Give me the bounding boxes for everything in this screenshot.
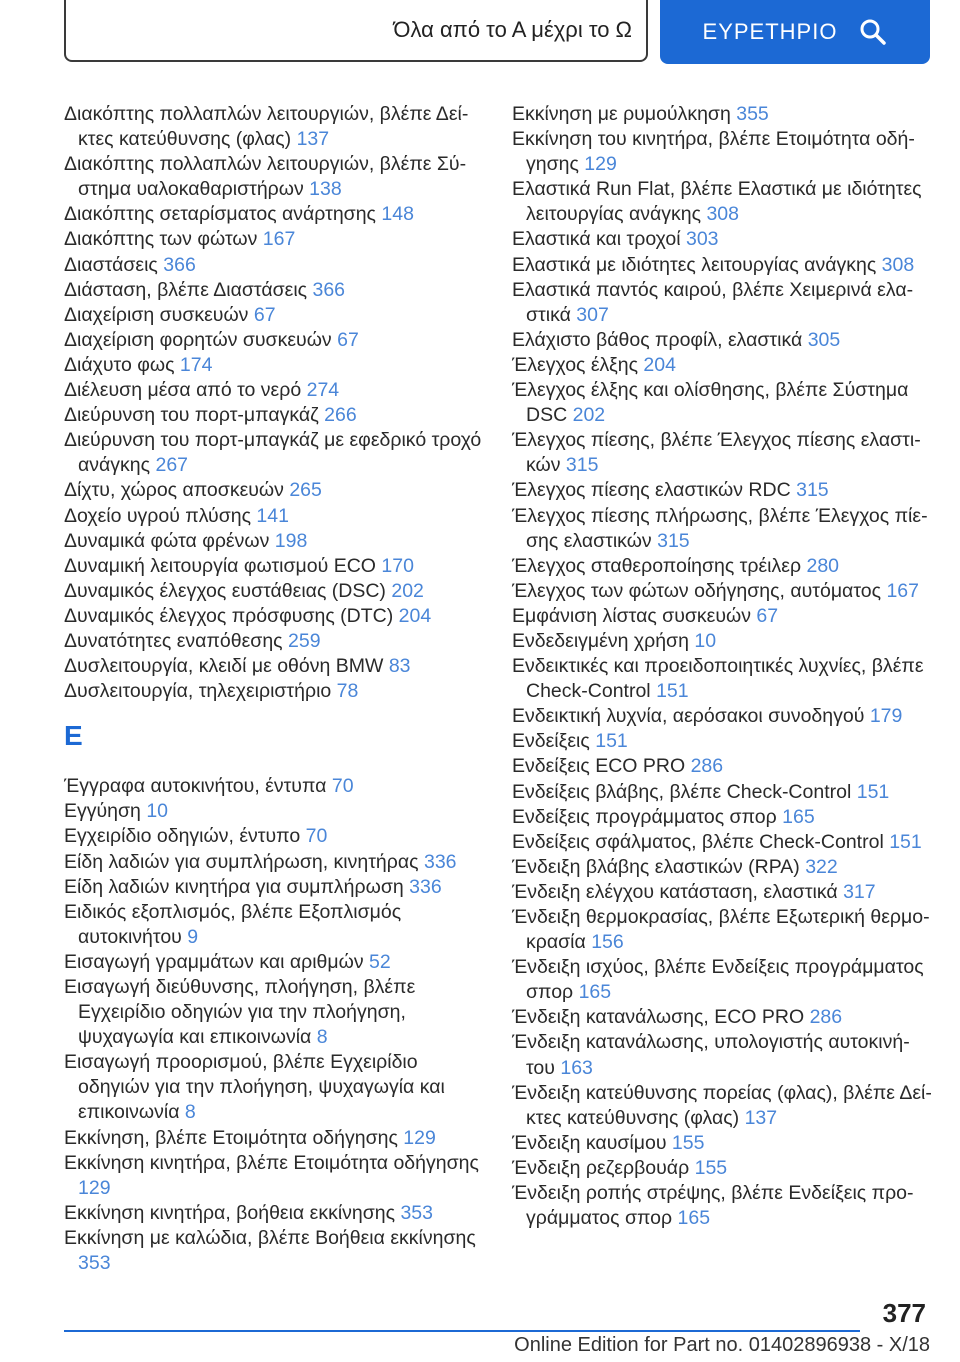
index-entry-page-link[interactable]: 129: [78, 1176, 111, 1199]
index-entry-page-link[interactable]: 129: [584, 153, 617, 176]
index-entry: [64, 1151, 484, 1201]
index-entry: [512, 654, 932, 704]
index-entry-page-link[interactable]: 9: [187, 925, 199, 948]
index-entry-page-link[interactable]: 8: [184, 1101, 196, 1124]
index-entry-text: Ένδειξη κατεύθυνσης πορείας (φλας), βλέπε Δείκτες κατεύθυνσης (φλας): [512, 1081, 932, 1129]
index-entry-text: Διακόπτης πολλαπλών λειτουργιών, βλέπε Δείκτες κατεύθυνσης (φλας): [64, 103, 469, 151]
index-entry-text: Διακόπτης πολλαπλών λειτουργιών, βλέπε Σύστημα υαλοκαθαριστήρων: [64, 153, 467, 201]
index-entry-page-link[interactable]: 366: [163, 253, 196, 276]
index-entry-text: Ελαστικά με ιδιότητες λειτουργίας ανάγκης: [512, 253, 877, 276]
index-entry: [512, 227, 932, 252]
index-entry: [64, 679, 484, 704]
index-entry: [512, 1030, 932, 1080]
index-entry-text: Δυναμικός έλεγχος πρόσφυσης (DTC): [64, 604, 394, 627]
index-entry: [64, 278, 484, 303]
index-entry-text: Δυσλειτουργία, κλειδί με οθόνη BMW: [64, 655, 384, 678]
index-entry-page-link[interactable]: 265: [289, 479, 322, 502]
index-entry: [64, 1050, 484, 1125]
index-entry-page-link[interactable]: 307: [576, 303, 609, 326]
index-entry-text: Έλεγχος πίεσης ελαστικών RDC: [512, 479, 791, 502]
index-entry: [512, 1131, 932, 1156]
index-entry-text: Διέλευση μέσα από το νερό: [64, 379, 302, 402]
index-entry: [512, 177, 932, 227]
index-entry: [512, 604, 932, 629]
index-entry-text: Έλεγχος πίεσης, βλέπε Έλεγχος πίεσης ελαστικών: [512, 429, 921, 477]
index-entry-page-link[interactable]: 138: [309, 178, 342, 201]
index-entry-text: Διαστάσεις: [64, 253, 158, 276]
index-entry-page-link[interactable]: 165: [677, 1207, 711, 1230]
index-entry-page-link[interactable]: 315: [796, 479, 829, 502]
index-entry-page-link[interactable]: 204: [398, 604, 432, 627]
index-entry-page-link[interactable]: 280: [806, 554, 840, 577]
index-entry-page-link[interactable]: 266: [324, 404, 357, 427]
index-entry-text: Ενδεικτική λυχνία, αερόσακοι συνοδηγού: [512, 705, 865, 728]
index-entry: [64, 353, 484, 378]
index-entry-text: Ένδειξη βλάβης ελαστικών (RPA): [512, 855, 800, 878]
index-entry-page-link[interactable]: 303: [685, 228, 719, 251]
index-entry-text: Δυναμικά φώτα φρένων: [64, 529, 270, 552]
index-entry-text: Διάσταση, βλέπε Διαστάσεις: [64, 278, 308, 301]
index-entry-text: Ενδείξεις βλάβης, βλέπε Check-Control: [512, 780, 852, 803]
index-entry-text: Διεύρυνση του πορτ-μπαγκάζ με εφεδρικό τροχό ανάγκης: [64, 429, 482, 477]
index-entry-page-link[interactable]: 366: [312, 278, 346, 301]
index-entry: [64, 328, 484, 353]
index-entry-page-link[interactable]: 179: [869, 705, 903, 728]
index-tab[interactable]: [660, 0, 930, 64]
index-entry: [512, 328, 932, 353]
index-entry-text: Ελαστικά Run Flat, βλέπε Ελαστικά με ιδιότητες λειτουργίας ανάγκης: [512, 178, 922, 226]
index-entry-page-link[interactable]: 286: [809, 1006, 843, 1029]
index-entry-text: Εισαγωγή διεύθυνσης, πλοήγηση, βλέπε Εγχειρίδιο οδηγιών για την πλοήγηση, ψυχαγωγία και επικοινωνία: [64, 976, 416, 1049]
index-entry-text: Είδη λαδιών για συμπλήρωση, κινητήρας: [64, 850, 419, 873]
index-entry: [512, 1181, 932, 1231]
index-entry: [512, 880, 932, 905]
index-entry-text: Ενδείξεις προγράμματος σπορ: [512, 805, 777, 828]
index-entry-page-link[interactable]: 336: [423, 850, 457, 873]
index-entry-page-link[interactable]: 308: [881, 253, 915, 276]
index-entry-page-link[interactable]: 137: [296, 128, 330, 151]
index-entry: [64, 824, 484, 849]
index-entry-page-link[interactable]: 174: [179, 353, 213, 376]
index-entry-page-link[interactable]: 83: [388, 655, 411, 678]
index-entry: [512, 780, 932, 805]
index-entry: [512, 955, 932, 1005]
index-entry-page-link[interactable]: 353: [400, 1201, 433, 1224]
index-entry: [512, 353, 932, 378]
index-entry-page-link[interactable]: 67: [337, 328, 359, 351]
index-entry-text: Διακόπτης σεταρίσματος ανάρτησης: [64, 203, 376, 226]
index-entry: [64, 303, 484, 328]
index-entry-text: Ένδειξη ροπής στρέψης, βλέπε Ενδείξεις προγράμματος σπορ: [512, 1182, 914, 1230]
index-entry-page-link[interactable]: 148: [381, 203, 414, 226]
index-entry-text: Διαχείριση συσκευών: [64, 303, 249, 326]
header-tabbar: [64, 0, 930, 66]
index-entry-text: Ένδειξη ρεζερβουάρ: [512, 1156, 690, 1179]
index-entry-page-link[interactable]: 286: [690, 755, 724, 778]
index-entry: [64, 875, 484, 900]
index-entry-page-link[interactable]: 267: [155, 454, 189, 477]
footer-divider: [64, 1330, 860, 1332]
index-list-e-continued: [512, 102, 932, 1231]
index-entry-text: Εκκίνηση με καλώδια, βλέπε Βοήθεια εκκίνησης: [64, 1226, 476, 1249]
index-entry-text: Ενδεδειγμένη χρήση: [512, 629, 689, 652]
index-entry: [512, 1156, 932, 1181]
index-entry: [512, 805, 932, 830]
index-entry-page-link[interactable]: 305: [807, 328, 841, 351]
index-entry-text: Έλεγχος έλξης: [512, 353, 638, 376]
index-entry-text: Ενδείξεις: [512, 730, 590, 753]
index-entry-text: Ενδεικτικές και προειδοποιητικές λυχνίες, βλέπε Check-Control: [512, 655, 924, 703]
index-entry: [512, 754, 932, 779]
index-entry-text: Εγχειρίδιο οδηγιών, έντυπο: [64, 825, 301, 848]
index-entry-text: Ένδειξη κατανάλωσης, ECO PRO: [512, 1006, 805, 1029]
index-entry-text: Δυσλειτουργία, τηλεχειριστήριο: [64, 680, 332, 703]
index-entry-page-link[interactable]: 129: [403, 1126, 436, 1149]
index-entry: [64, 378, 484, 403]
index-entry-text: Διεύρυνση του πορτ-μπαγκάζ: [64, 404, 319, 427]
footer-edition: Online Edition for Part no. 01402896938 - X/18: [514, 1334, 930, 1356]
index-entry: [64, 554, 484, 579]
index-entry-text: Ελαστικά και τροχοί: [512, 228, 681, 251]
index-entry-text: Εκκίνηση του κινητήρα, βλέπε Ετοιμότητα οδήγησης: [512, 128, 915, 176]
alphabetical-tab-label: Όλα από το Α μέχρι το Ω: [393, 17, 632, 42]
index-entry-page-link[interactable]: 198: [274, 529, 308, 552]
index-entry-page-link[interactable]: 67: [253, 303, 276, 326]
index-entry-text: Ένδειξη θερμοκρασίας, βλέπε Εξωτερική θερμοκρασία: [512, 906, 930, 954]
index-entry-text: Διακόπτης των φώτων: [64, 228, 258, 251]
index-entry: [512, 378, 932, 428]
index-entry: [64, 227, 484, 252]
index-entry-text: Ένδειξη ισχύος, βλέπε Ενδείξεις προγράμματος σπορ: [512, 956, 924, 1004]
index-entry-text: Ενδείξεις σφάλματος, βλέπε Check-Control: [512, 830, 884, 853]
index-entry: [64, 1126, 484, 1151]
index-entry-page-link[interactable]: 204: [643, 353, 676, 376]
index-entry-text: Ένδειξη καυσίμου: [512, 1131, 667, 1154]
index-entry-page-link[interactable]: 315: [565, 454, 599, 477]
index-entry: [512, 579, 932, 604]
index-entry: [64, 654, 484, 679]
index-entry-text: Εισαγωγή γραμμάτων και αριθμών: [64, 950, 364, 973]
index-entry: [64, 504, 484, 529]
index-entry-text: Διάχυτο φως: [64, 353, 175, 376]
index-entry: [512, 905, 932, 955]
index-tab-label: ΕΥΡΕΤΗΡΙΟ: [702, 19, 838, 44]
index-entry: [64, 529, 484, 554]
index-entry: [64, 975, 484, 1050]
index-entry-text: Ελάχιστο βάθος προφίλ, ελαστικά: [512, 328, 803, 351]
index-entry-page-link[interactable]: 274: [306, 379, 340, 402]
index-entry: [64, 152, 484, 202]
index-entry: [64, 629, 484, 654]
index-entry: [64, 774, 484, 799]
index-entry-text: Έλεγχος πίεσης πλήρωσης, βλέπε Έλεγχος πίεσης ελαστικών: [512, 504, 928, 552]
index-entry-text: Εισαγωγή προορισμού, βλέπε Εγχειρίδιο οδηγιών για την πλοήγηση, ψυχαγωγία και επικοινωνία: [64, 1051, 445, 1124]
index-entry-page-link[interactable]: 8: [316, 1026, 328, 1049]
index-entry: [512, 830, 932, 855]
index-entry-text: Έλεγχος των φώτων οδήγησης, αυτόματος: [512, 579, 882, 602]
index-entry-page-link[interactable]: 141: [256, 504, 289, 527]
index-entry-page-link[interactable]: 355: [736, 103, 769, 125]
index-entry-page-link[interactable]: 155: [694, 1156, 728, 1179]
index-entry: [64, 1201, 484, 1226]
index-entry: [512, 1005, 932, 1030]
index-entry-page-link[interactable]: 151: [656, 680, 689, 703]
index-entry-text: Ελαστικά παντός καιρού, βλέπε Χειμερινά ελαστικά: [512, 278, 914, 326]
index-entry: [64, 102, 484, 152]
index-entry: [512, 729, 932, 754]
index-entry: [512, 629, 932, 654]
index-entry-page-link[interactable]: 322: [805, 855, 838, 878]
index-entry-page-link[interactable]: 315: [657, 529, 690, 552]
index-entry-page-link[interactable]: 170: [381, 554, 414, 577]
index-entry-page-link[interactable]: 151: [856, 780, 890, 803]
index-entry-page-link[interactable]: 167: [262, 228, 296, 251]
index-entry-text: Εμφάνιση λίστας συσκευών: [512, 604, 751, 627]
index-entry-text: Εγγύηση: [64, 800, 141, 823]
index-entry: [512, 278, 932, 328]
index-entry-page-link[interactable]: 317: [843, 880, 876, 903]
index-entry-page-link[interactable]: 10: [146, 800, 169, 823]
index-entry: [64, 478, 484, 503]
alphabetical-tab[interactable]: [64, 0, 648, 62]
index-entry-page-link[interactable]: 156: [591, 931, 624, 954]
index-entry: [64, 579, 484, 604]
index-list-d: [64, 102, 484, 704]
index-entry-page-link[interactable]: 52: [369, 950, 391, 973]
index-entry: [64, 900, 484, 950]
index-entry-page-link[interactable]: 67: [756, 604, 779, 627]
index-entry-page-link[interactable]: 78: [336, 680, 359, 703]
index-entry: [64, 403, 484, 428]
index-entry-text: Έγγραφα αυτοκινήτου, έντυπα: [64, 775, 327, 798]
index-entry: [64, 1226, 484, 1276]
index-entry-page-link[interactable]: 151: [889, 830, 922, 853]
index-entry-page-link[interactable]: 165: [782, 805, 815, 828]
index-entry-text: Εκκίνηση κινητήρα, βοήθεια εκκίνησης: [64, 1201, 396, 1224]
index-entry: [512, 102, 932, 127]
index-entry: [512, 127, 932, 177]
index-list-e: [64, 774, 484, 1276]
index-entry-page-link[interactable]: 308: [706, 203, 739, 226]
index-entry: [512, 428, 932, 478]
index-entry-text: Διαχείριση φορητών συσκευών: [64, 328, 332, 351]
index-entry-text: Δυνατότητες εναπόθεσης: [64, 629, 283, 652]
index-entry: [512, 504, 932, 554]
index-entry-text: Δυναμικός έλεγχος ευστάθειας (DSC): [64, 579, 386, 602]
index-entry-page-link[interactable]: 163: [560, 1056, 593, 1079]
index-entry-page-link[interactable]: 336: [409, 875, 442, 898]
index-entry: [512, 478, 932, 503]
index-entry-page-link[interactable]: 202: [572, 404, 606, 427]
index-entry: [64, 428, 484, 478]
index-entry: [512, 253, 932, 278]
search-icon[interactable]: [859, 18, 887, 46]
index-entry-page-link[interactable]: 165: [578, 981, 612, 1004]
index-entry: [64, 253, 484, 278]
index-entry: [512, 704, 932, 729]
index-entry-page-link[interactable]: 259: [288, 629, 321, 652]
left-column: [64, 102, 484, 1276]
index-entry-text: Εκκίνηση κινητήρα, βλέπε Ετοιμότητα οδήγησης: [64, 1151, 479, 1174]
index-entry: [64, 950, 484, 975]
index-entry-text: Δοχείο υγρού πλύσης: [64, 504, 251, 527]
index-entry: [512, 1081, 932, 1131]
index-entry-text: Ειδικός εξοπλισμός, βλέπε Εξοπλισμός αυτοκινήτου: [64, 900, 402, 948]
index-entry-text: Δυναμική λειτουργία φωτισμού ECO: [64, 554, 376, 577]
index-entry-page-link[interactable]: 137: [744, 1106, 778, 1129]
index-entry-text: Ενδείξεις ECO PRO: [512, 755, 686, 778]
index-entry-text: Είδη λαδιών κινητήρα για συμπλήρωση: [64, 875, 404, 898]
index-entry-page-link[interactable]: 70: [305, 825, 328, 848]
index-entry: [64, 202, 484, 227]
index-entry-text: Δίχτυ, χώρος αποσκευών: [64, 479, 284, 502]
index-entry-page-link[interactable]: 10: [694, 629, 717, 652]
index-entry-text: Έλεγχος σταθεροποίησης τρέιλερ: [512, 554, 802, 577]
page-number: 377: [882, 1298, 926, 1328]
index-entry: [512, 554, 932, 579]
index-entry: [64, 799, 484, 824]
section-letter: Ε: [64, 720, 83, 752]
index-entry: [64, 850, 484, 875]
index-entry-text: Έλεγχος έλξης και ολίσθησης, βλέπε Σύστημα DSC: [512, 379, 909, 427]
index-entry: [512, 855, 932, 880]
index-entry-text: Ένδειξη κατανάλωσης, υπολογιστής αυτοκινήτου: [512, 1031, 910, 1079]
index-entry-page-link[interactable]: 202: [391, 579, 424, 602]
index-entry-text: Ένδειξη ελέγχου κατάσταση, ελαστικά: [512, 880, 838, 903]
index-entry-text: Εκκίνηση, βλέπε Ετοιμότητα οδήγησης: [64, 1126, 398, 1149]
index-entry-page-link[interactable]: 70: [331, 775, 354, 798]
index-entry-page-link[interactable]: 167: [886, 579, 919, 602]
right-column: [512, 102, 932, 1231]
index-entry-text: Εκκίνηση με ρυμούλκηση: [512, 103, 731, 125]
index-entry-page-link[interactable]: 151: [595, 730, 628, 753]
index-entry-page-link[interactable]: 353: [78, 1252, 111, 1275]
index-entry: [64, 604, 484, 629]
index-entry-page-link[interactable]: 155: [671, 1131, 705, 1154]
